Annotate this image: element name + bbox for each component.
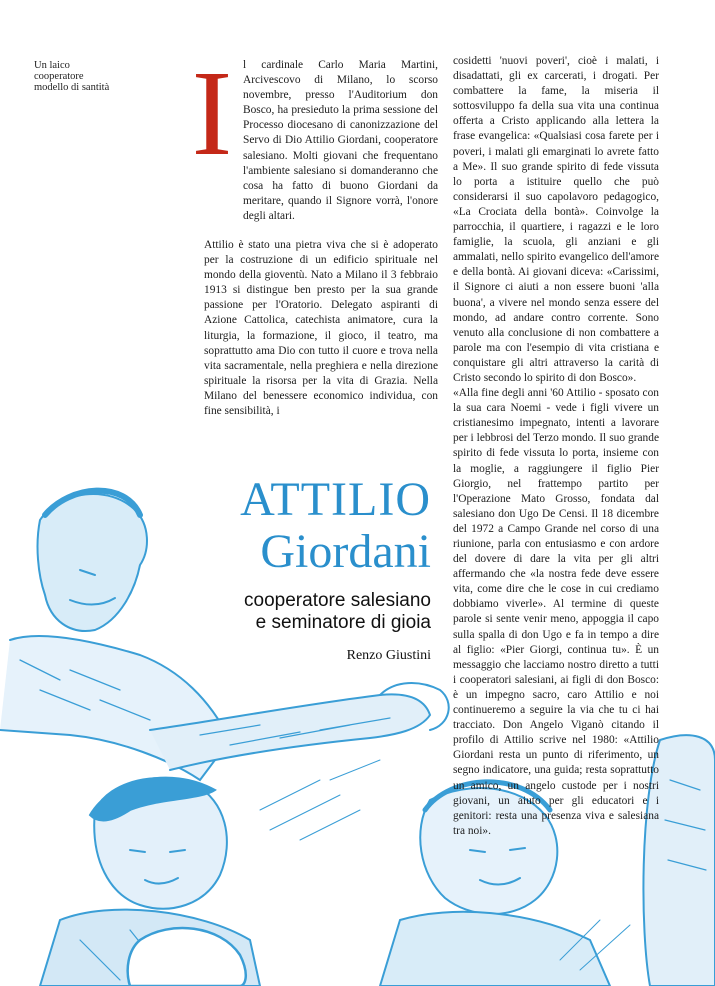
paragraph-poveri: cosidetti 'nuovi poveri', cioè i malati, i disadattati, gli ex carcerati, i drogati. Per combattere la fame, la miseria il sottosviluppo fa della sua vita una continua offerta a Cristo applicando alla lettera la frase evangelica: «Qualsiasi cosa farete per i poveri, i malati gli emarginati lo avrete fatto a Me». Il suo grande spirito di fede vissuta lo porta a istituire quello che può considerarsi il suo capolavoro pedagogico, «La Crociata della bontà». Coinvolge la parrocchia, il quartiere, i ragazzi e le loro famiglie, la scuola, gli anziani e gli ammalati, nello spirito evangelico dell'amore e della bontà. Ai giovani diceva: «Carissimi, il Signore ci aiuti a non essere buoni 'alla buona', a vivere nel mondo senza essere del mondo, ad andare contro corrente. Sono venuto alla conclusione di non combattere a parole ma con l'esempio di vita cristiana e conquistare gli altri attraverso la carità di Cristo secondo lo spirito di don Bosco». [453,55,659,384]
intro-paragraph: l cardinale Carlo Maria Martini, Arcivescovo di Milano, lo scorso novembre, presso l'Auditorium don Bosco, ha presieduto la prima sessione del Processo diocesano di canonizzazione del Servo di Dio Attilio Giordani, cooperatore salesiano. Molti giovani che frequentano l'ambiente salesiano si domanderanno che cosa ha fatto di buono Giordani da meritare, quando il Signore vorrà, l'onore degli altari. [243,59,438,222]
subtitle-line-1: cooperatore salesiano [244,590,431,611]
author-byline: Renzo Giustini [346,648,431,663]
column-one-body [204,238,438,419]
title-giordani: Giordani [260,525,431,578]
paragraph-fine-anni-60: «Alla fine degli anni '60 Attilio - sposato con la sua cara Noemi - vede i figli vivere un cristianesimo impegnato, intenti a lavorare per i lebbrosi del Terzo mondo. Il suo grande spirito di fede vissuta lo porta, insieme con la moglie, a raggiungere il figlio Pier Giorgio, nel frattempo partito per l'Operazione Mato Grosso, fondata dal salesiano don Ugo De Censi. Il 18 dicembre del 1972 a Campo Grande nel corso di una riunione, parla con entusiasmo e con ardore del dovere di dare la vita per gli altri affermando che «la nostra fede deve essere vita, come dire che le cose in cui crediamo dobbiamo viverle». Al termine di queste parole si sente venir meno, appoggia il capo sulla spalla di don Ugo e fa in tempo a dire al figlio: «Pier Giorgi, continua tu». È un messaggio che lacciamo nostro diretto a tutti i cooperatori salesiani, ai figli di don Bosco: è un impegno sacro, caro Attilio e noi continueremo a seguire la via che tu ci hai tracciato. Don Angelo Viganò citando il profilo di Attilio scrive nel 1980: «Attilio Giordani resta un punto di riferimento, un segno indicatore, una guida; resta soprattutto un amico, un angelo custode per i nostri giovani, un aiuto per gli educatori e i genitori: resta una presenza viva e salesiana tra noi». [453,387,659,837]
drop-cap-text: I [191,56,233,160]
title-attilio: ATTILIO [240,473,431,526]
column-one-intro [243,58,438,224]
drop-cap-letter [186,56,238,160]
side-caption: Un laico cooperatore modello di santità [34,60,110,93]
column-two [453,54,659,839]
subtitle-line-2: e seminatore di gioia [255,612,431,633]
body-paragraph: Attilio è stato una pietra viva che si è adoperato per la costruzione di un edificio spirituale nel mondo della gioventù. Nato a Milano il 3 febbraio 1913 si distingue ben presto per la sua grande passione per l'Oratorio. Delegato aspiranti di Azione Cattolica, catechista animatore, cura la liturgia, la formazione, il gioco, il teatro, ma soprattutto ama Dio con tutto il cuore e trova nella vita sacramentale, nella preghiera e nella direzione spirituale la risorsa per la vita di Grazia. Nella Milano del benessere economico individua, con fine sensibilità, i [204,239,438,418]
